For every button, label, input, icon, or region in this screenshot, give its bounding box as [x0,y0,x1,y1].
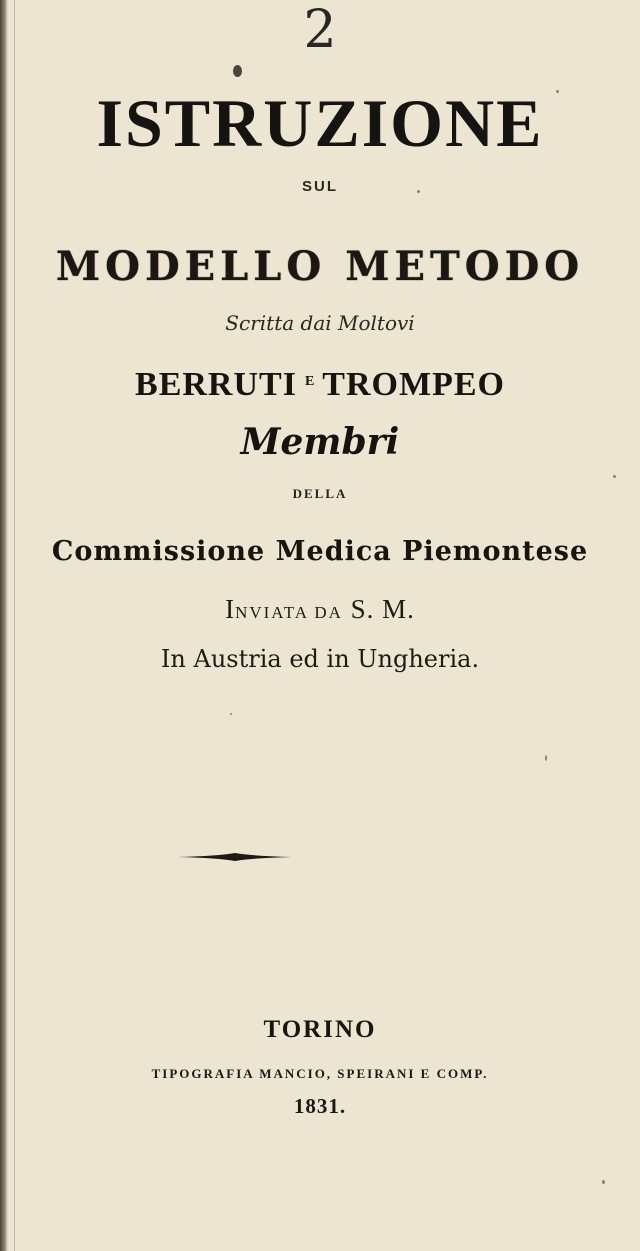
paper-speck [417,190,420,193]
author-second: TROMPEO [322,366,505,403]
subject-note: Scritta dai Moltovi [225,311,415,335]
decorative-rule [178,850,292,864]
preposition: SUL [302,178,338,195]
imprint-year: 1831. [293,1094,347,1118]
imprint-printer: TIPOGRAFIA MANCIO, SPEIRANI E COMP. [151,1066,489,1081]
inviata-sm: S. M. [350,594,415,624]
membri-heading: Membri [240,421,400,463]
imprint-city: TORINO [263,1016,377,1043]
paper-speck [602,1180,605,1184]
author-conjunction: E [304,374,315,389]
inviata-rest: NVIATA DA [235,603,343,622]
ink-dot [233,65,242,77]
page-number-mark: 2 [303,0,337,60]
paper-speck [545,755,547,761]
subject-heading: MODELLO METODO [55,243,585,290]
della-line: DELLA [292,486,348,501]
paper-speck [613,475,616,478]
inviata-initial: I [225,594,236,624]
authors-line [0,362,640,405]
paper-speck [230,713,232,715]
destination-line: In Austria ed in Ungheria. [160,645,480,673]
author-first: BERRUTI [135,366,297,403]
inviata-line [0,593,640,629]
paper-speck [556,90,559,93]
commission-name: Commissione Medica Piemontese [51,536,589,567]
page-title: ISTRUZIONE [96,85,544,161]
